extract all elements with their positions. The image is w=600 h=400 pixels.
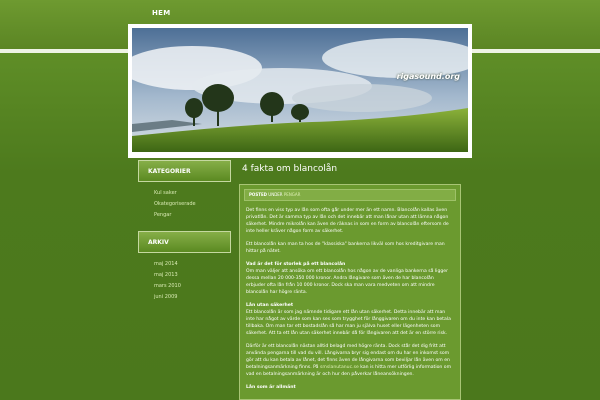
main-content [236, 160, 464, 400]
paragraph-heading: Vad är det för storlek på ett blancolån [246, 262, 346, 267]
paragraph-text: Därför är ett blancolån nästan alltid belagd med högre ränta. Dock står det dig fritt att använda pengarna till vad du vill. Långivarna bryr sig endast om du har en inkomst som gör att du kan betala av lånet, det finns även de långivarna som beviljar lån även om en betalningsanmärkning finns. På [246, 344, 450, 370]
paragraph [246, 384, 454, 391]
post-body [239, 184, 461, 400]
nav-link-home[interactable]: HEM [152, 9, 171, 17]
inline-link[interactable]: smslanutanuc.se [319, 365, 359, 370]
post-title[interactable]: 4 fakta om blancolån [242, 164, 338, 174]
archive-link[interactable]: mars 2010 [154, 283, 181, 289]
paragraph [246, 207, 454, 235]
sidebar [138, 160, 231, 400]
categories-heading: KATEGORIER [138, 160, 231, 182]
paragraph [246, 241, 454, 255]
paragraph-text: kan is hitta mer utförlig information om vad en betalningsanmärkning är och hur den påverkar låneansökningen. [246, 365, 452, 377]
paragraph-heading: Lån utan säkerhet [246, 303, 294, 308]
categories-list [138, 182, 231, 229]
category-link-okategoriserade[interactable]: Okategoriserade [154, 201, 196, 207]
category-link-kul-saker[interactable]: Kul saker [154, 190, 177, 196]
paragraph-heading: Lån som är allmänt [246, 385, 296, 390]
landscape-photo [132, 28, 468, 152]
post-meta [244, 189, 456, 201]
archive-link[interactable]: juni 2009 [154, 294, 178, 300]
post-content [240, 201, 460, 391]
paragraph [246, 343, 454, 378]
meta-category-link[interactable]: PENGAR [283, 192, 301, 197]
archive-list [138, 253, 231, 311]
category-link-pengar[interactable]: Pengar [154, 212, 172, 218]
meta-posted: POSTED [249, 192, 267, 197]
paragraph-text: Det finns en viss typ av lån som ofta går under mer än ett namn. Blancolån kallas även privatlån. Det är samma typ av lån och det innebär att man lånar utan att lämna någon säkerhet. Mindre mikrolån kan även de räknas in som en form av blancolån eftersom de inte heller kräver någon form av säkerhet. [246, 208, 449, 234]
archive-heading: ARKIV [138, 231, 231, 253]
site-name[interactable]: rigasound.org [396, 72, 460, 81]
paragraph [246, 302, 454, 337]
paragraph-text: Ett blancolån är som jag nämnde tidigare ett lån utan säkerhet. Detta innebär att man inte har något av värde som kan ses som trygghet för långgivaren om du inte kan betala tillbaka. Om man tar ett bostadslån så har man ju själva huset eller lägenheten som säkerhet. Att ta ett lån utan säkerhet innebär då för långivaren att det är en större risk. [246, 310, 451, 336]
header-image [132, 28, 468, 152]
archive-link[interactable]: maj 2014 [154, 261, 178, 267]
paragraph-text: Om man väljer att ansöka om ett blancolån hos någon av de vanliga bankerna så ligger dessa mellan 20 000-350 000 kronor. Andra långivare som även de har blancolån erbjuder ofta lån från 10 000 kronor. Dock ska man vara medveten om att mindre blancolån har högre ränta. [246, 269, 449, 295]
meta-under: UNDER [268, 192, 283, 197]
paragraph [246, 261, 454, 296]
archive-link[interactable]: maj 2013 [154, 272, 178, 278]
paragraph-text: Ett blancolån kan man ta hos de "klassiska" bankerna likväl som hos kreditgivare man hittar på nätet. [246, 242, 445, 254]
